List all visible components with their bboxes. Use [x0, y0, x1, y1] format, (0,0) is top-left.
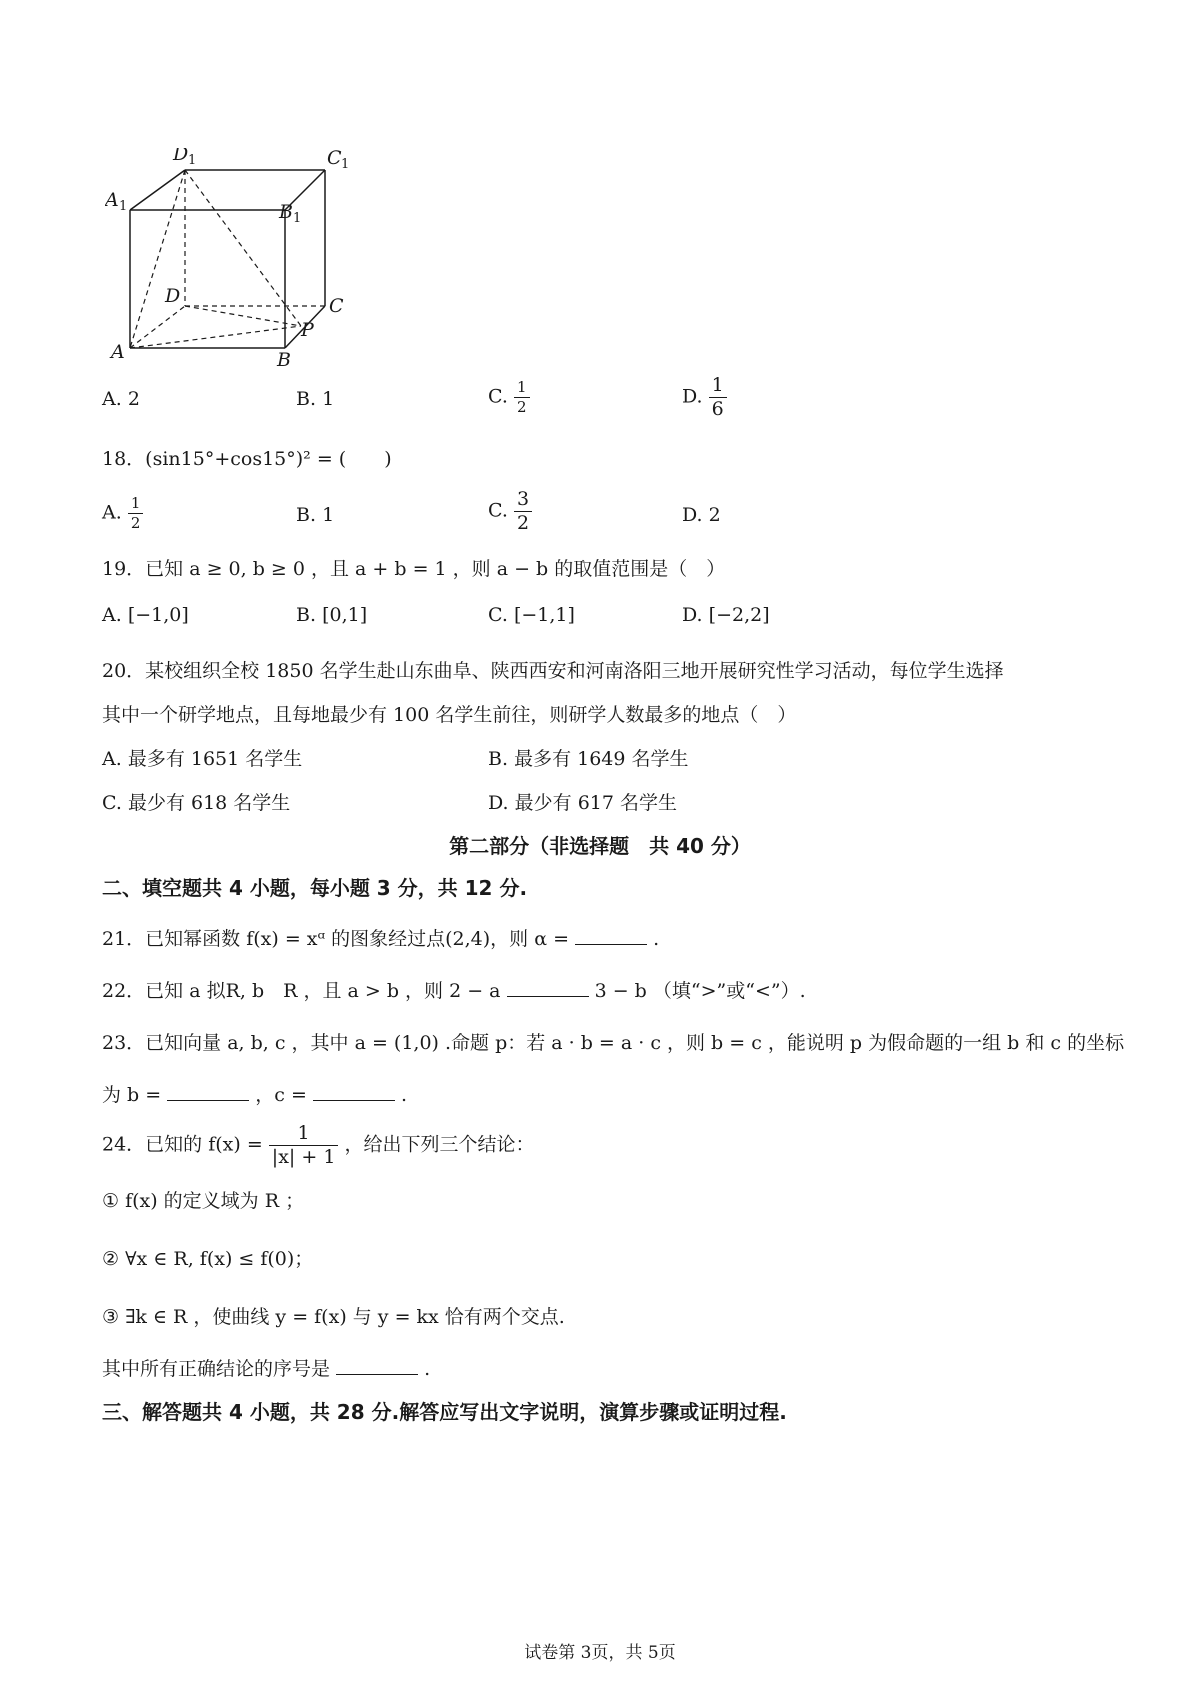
fraction [128, 496, 144, 531]
fraction-denominator: 2 [516, 398, 527, 416]
q21-text: 21．已知幂函数 f(x) = xᵅ 的图象经过点(2,4)，则 α = [102, 928, 570, 950]
option-letter: D. [682, 604, 703, 626]
q18-option-a [102, 496, 143, 531]
option-text: 2 [127, 388, 140, 410]
q24-stem [102, 1124, 534, 1167]
q19-option-a [102, 604, 189, 626]
q20-option-c [102, 788, 290, 815]
q24-ask [102, 1354, 430, 1381]
q22-text-mid: 3 − b [594, 980, 647, 1002]
option-letter: A. [102, 501, 122, 524]
option-text: 最少有 617 名学生 [514, 792, 678, 814]
option-letter: D. [682, 385, 703, 408]
q21-answer-blank[interactable] [575, 928, 647, 945]
q24-fraction [269, 1124, 339, 1167]
q18-option-b [296, 504, 334, 526]
fraction-numerator: 1 [128, 496, 144, 514]
section2-title: 二、填空题共 4 小题，每小题 3 分，共 12 分. [102, 876, 528, 900]
page-footer: 试卷第 3页，共 5页 [524, 1643, 676, 1663]
option-letter: A. [102, 388, 122, 410]
label-D1-sub: 1 [188, 153, 197, 168]
q20-line1: 20．某校组织全校 1850 名学生赴山东曲阜、陕西西安和河南洛阳三地开展研究性学习活动，每位学生选择 [102, 660, 1004, 682]
label-B1: B [279, 201, 293, 223]
q19-option-c [488, 604, 575, 626]
q22-text: 22．已知 a 拟R, b R ，且 a > b ，则 2 − a [102, 980, 501, 1002]
q21-end: . [653, 928, 660, 950]
option-text: [−1,1] [513, 604, 575, 626]
option-letter: B. [488, 748, 509, 770]
fraction-denominator: 2 [516, 512, 530, 534]
option-letter: C. [102, 792, 122, 814]
q23-line2 [102, 1080, 407, 1107]
q23-line1: 23．已知向量 a, b, c ，其中 a = (1,0) .命题 p：若 a · b = a · c ，则 b = c ，能说明 p 为假命题的一组 b 和 c 的坐标 [102, 1032, 1125, 1054]
q19-stem: 19．已知 a ≥ 0, b ≥ 0 ，且 a + b = 1 ，则 a − b 的取值范围是（ ） [102, 558, 726, 580]
q24-text-post: ，给出下列三个结论： [344, 1133, 535, 1156]
part2-title: 第二部分（非选择题 共 40 分） [449, 834, 751, 858]
q23-end: . [400, 1084, 408, 1106]
q21 [102, 924, 659, 951]
fraction-numerator: 1 [514, 380, 530, 398]
fraction-numerator: 3 [514, 490, 532, 512]
label-C1: C [327, 148, 342, 169]
q18-option-c [488, 490, 532, 533]
label-C1-sub: 1 [341, 157, 350, 172]
option-letter: A. [102, 604, 122, 626]
option-text: 1 [322, 504, 335, 526]
q24-item-3: ③ ∃k ∈ R ，使曲线 y = f(x) 与 y = kx 恰有两个交点. [102, 1306, 565, 1328]
q18-option-d [682, 504, 721, 526]
q20-option-d [488, 788, 677, 815]
q19-option-b [296, 604, 367, 626]
fraction-denominator: 2 [130, 514, 141, 532]
option-letter: C. [488, 499, 508, 522]
option-text: 2 [708, 504, 721, 526]
option-letter: B. [296, 504, 317, 526]
option-text: 最多有 1649 名学生 [514, 748, 689, 770]
q23-b-label: 为 b = [102, 1084, 162, 1106]
option-text: [0,1] [322, 604, 368, 626]
q18-stem: 18．(sin15°+cos15°)² = ( ) [102, 448, 392, 470]
section3-title: 三、解答题共 4 小题，共 28 分.解答应写出文字说明，演算步骤或证明过程. [102, 1400, 787, 1424]
label-C: C [329, 295, 344, 317]
q24-text: 24．已知的 f(x) = [102, 1133, 263, 1156]
option-letter: B. [296, 388, 317, 410]
option-text: [−1,0] [127, 604, 189, 626]
option-text: 最少有 618 名学生 [127, 792, 291, 814]
q23-b-answer-blank[interactable] [167, 1084, 249, 1101]
q17-option-c [488, 380, 530, 415]
label-A1: A [105, 189, 119, 211]
label-D: D [165, 285, 181, 307]
label-B1-sub: 1 [293, 211, 302, 226]
option-letter: C. [488, 604, 508, 626]
option-letter: B. [296, 604, 317, 626]
option-letter: A. [102, 748, 122, 770]
option-text: 最多有 1651 名学生 [127, 748, 303, 770]
fraction-numerator: 1 [709, 376, 727, 398]
label-A1-sub: 1 [119, 199, 128, 214]
label-P: P [301, 319, 314, 341]
fraction-denominator: 6 [711, 398, 724, 420]
q20-option-b [488, 744, 689, 771]
label-D1: D [173, 148, 189, 165]
q24-ask-end: . [424, 1358, 431, 1380]
q19-option-d [682, 604, 770, 626]
option-letter: D. [682, 504, 703, 526]
option-letter: C. [488, 385, 508, 408]
q24-item-2: ② ∀x ∈ R, f(x) ≤ f(0)； [102, 1248, 314, 1270]
option-text: 1 [322, 388, 335, 410]
option-letter: D. [488, 792, 509, 814]
option-text: [−2,2] [708, 604, 770, 626]
fraction-numerator: 1 [269, 1124, 339, 1146]
q22 [102, 976, 806, 1003]
label-A: A [111, 341, 125, 363]
cube-diagram [105, 148, 375, 398]
cube-figure [105, 148, 375, 398]
q23-c-answer-blank[interactable] [313, 1084, 395, 1101]
label-B: B [277, 349, 291, 371]
q17-option-a [102, 388, 140, 410]
q17-option-b [296, 388, 334, 410]
q24-item-1: ① f(x) 的定义域为 R ； [102, 1190, 305, 1212]
fraction [514, 490, 532, 533]
q24-ask-text: 其中所有正确结论的序号是 [102, 1358, 331, 1380]
q22-hint: （填“>”或“<”）. [652, 980, 806, 1002]
fraction [514, 380, 530, 415]
q22-answer-blank[interactable] [507, 980, 589, 997]
q24-answer-blank[interactable] [336, 1358, 418, 1375]
q17-option-d [682, 376, 727, 419]
q20-option-a [102, 744, 302, 771]
fraction-denominator: |x| + 1 [271, 1146, 336, 1168]
q20-line2: 其中一个研学地点，且每地最少有 100 名学生前往，则研学人数最多的地点（ ） [102, 704, 797, 726]
fraction [709, 376, 727, 419]
q23-c-label: ，c = [255, 1084, 307, 1106]
